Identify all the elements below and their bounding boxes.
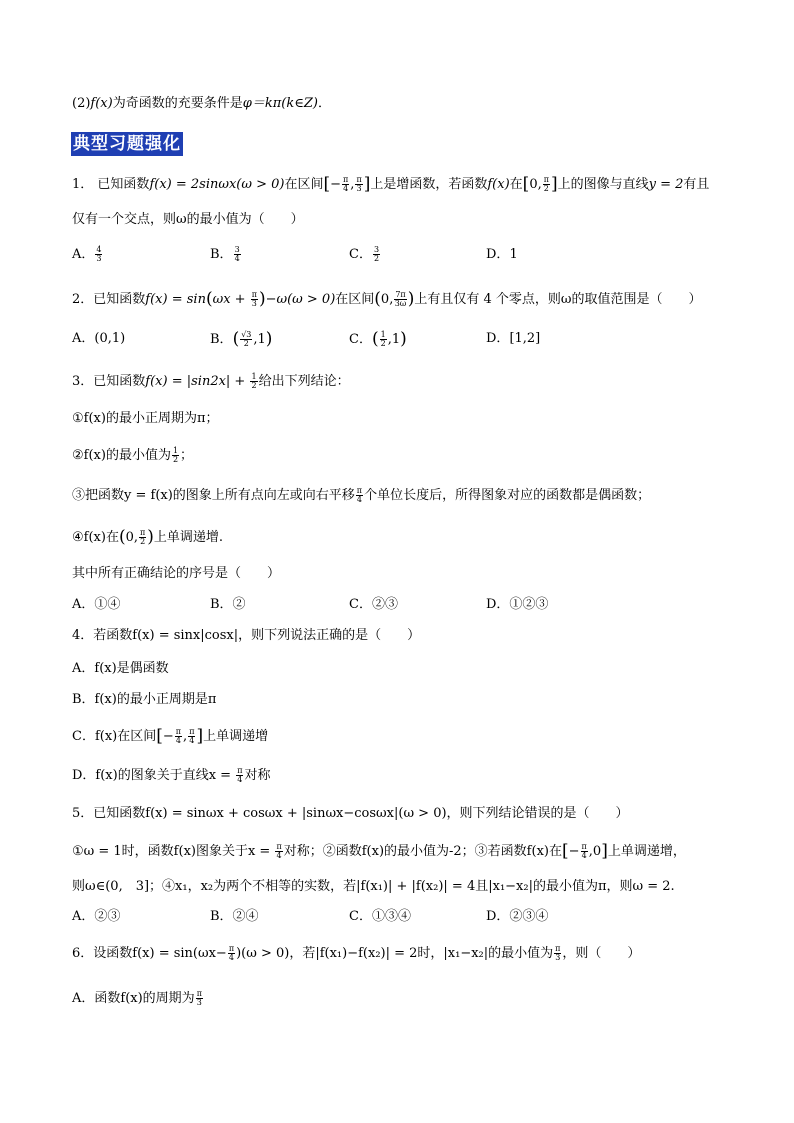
q5-option-c[interactable]: C．①③④: [349, 909, 411, 924]
q5-option-a[interactable]: A．②③: [72, 909, 121, 924]
q5-statements-line-2: 则ω∈(0, 3]；④x₁，x₂为两个不相等的实数，若|f(x₁)| + |f(x₂)| = 4且|x₁−x₂|的最小值为π，则ω = 2.: [72, 879, 675, 894]
q3-statement-3: ③把函数y = f(x)的图象上所有点向左或向右平移 $\frac{\pi}{4}$ 个单位长度后，所得图象对应的函数都是偶函数；: [72, 486, 651, 504]
question-5-line: 5．已知函数f(x) = sinωx + cosωx + |sinωx−cosωx|(ω > 0)，则下列结论错误的是（ ）: [72, 806, 629, 821]
q5-option-b[interactable]: B．②④: [210, 909, 259, 924]
q2-option-a[interactable]: A．(0,1): [72, 331, 126, 346]
q3-option-b[interactable]: B．②: [210, 597, 246, 612]
question-6-line: 6．设函数f(x) = sin(ωx− $\frac{\pi}{4}$ )(ω > 0)，若|f(x₁)−f(x₂)| = 2时，|x₁−x₂|的最小值为 $\frac{\pi}{3}$ ，则（ ）: [72, 944, 641, 962]
question-3-line: 3．已知函数f(x) = |sin2x| + $\frac{1}{2}$ 给出下列结论：: [72, 372, 350, 390]
q1-option-a[interactable]: A． $\frac{4}{3}$: [72, 245, 102, 263]
q2-option-c[interactable]: C．( $\frac{1}{2}$ ,1): [349, 329, 407, 349]
q1-option-d[interactable]: D．1: [486, 247, 518, 262]
q3-statement-1: ①f(x)的最小正周期为π；: [72, 411, 219, 426]
q5-option-d[interactable]: D．②③④: [486, 909, 549, 924]
q3-option-c[interactable]: C．②③: [349, 597, 398, 612]
q1-option-c[interactable]: C． $\frac{3}{2}$: [349, 245, 380, 263]
q3-option-d[interactable]: D．①②③: [486, 597, 549, 612]
q4-option-d[interactable]: D．f(x)的图象关于直线x = $\frac{\pi}{4}$ 对称: [72, 766, 271, 784]
intro-line: (2)f(x)为奇函数的充要条件是φ＝kπ(k∈Z)．: [72, 96, 331, 111]
q3-option-a[interactable]: A．①④: [72, 597, 121, 612]
q3-statement-4: ④f(x)在(0, $\frac{\pi}{2}$ )上单调递增.: [72, 527, 224, 547]
q1-option-b[interactable]: B． $\frac{3}{4}$: [210, 245, 240, 263]
q4-option-b[interactable]: B．f(x)的最小正周期是π: [72, 692, 217, 707]
section-heading: 典型习题强化: [73, 134, 181, 154]
q4-option-c[interactable]: C．f(x)在区间[− $\frac{\pi}{4}$ , $\frac{\pi}{4}$ ]上单调递增: [72, 726, 269, 746]
question-2-line: 2．已知函数f(x) = sin(ωx + $\frac{\pi}{3}$ )−ω(ω > 0)在区间(0, $\frac{7\pi}{3\omega}$ )上有且仅有 4 个零点，则ω的取值范围是（ ）: [72, 289, 702, 309]
question-4-line: 4．若函数f(x) = sinx|cosx|，则下列说法正确的是（ ）: [72, 628, 421, 643]
question-1-line-2: 仅有一个交点，则ω的最小值为（ ）: [72, 212, 304, 227]
q3-ask: 其中所有正确结论的序号是（ ）: [72, 566, 281, 581]
q6-option-a[interactable]: A．函数f(x)的周期为 $\frac{\pi}{3}$: [72, 989, 202, 1007]
question-1-line-1: 1． 已知函数f(x) = 2sinωx(ω > 0)在区间[− $\frac{\pi}{4}$ , $\frac{\pi}{3}$ ]上是增函数，若函数f(x)在[0, $\frac{\pi}{2}$ ]上的图像与直线y = 2有且: [72, 174, 710, 194]
q2-option-b[interactable]: B．( $\frac{√3}{2}$ ,1): [210, 329, 273, 349]
q3-statement-2: ②f(x)的最小值为 $\frac{1}{2}$ ；: [72, 446, 194, 464]
q5-statements-line-1: ①ω = 1时，函数f(x)图象关于x = $\frac{\pi}{4}$ 对称；②函数f(x)的最小值为-2；③若函数f(x)在[− $\frac{\pi}{4}$ ,0]上单调递增，: [72, 841, 686, 861]
q2-option-d[interactable]: D．[1,2]: [486, 331, 541, 346]
q4-option-a[interactable]: A．f(x)是偶函数: [72, 661, 169, 676]
